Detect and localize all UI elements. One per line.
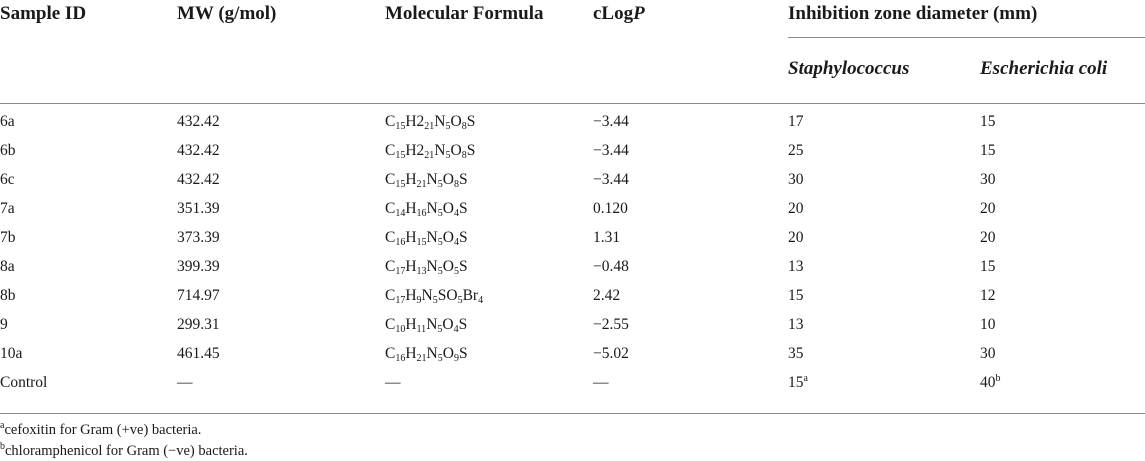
formula-element: H bbox=[405, 171, 417, 188]
cell-escherichia-coli bbox=[980, 200, 996, 218]
cell-mw: — bbox=[177, 374, 193, 391]
staphylococcus-value: 20 bbox=[788, 200, 804, 217]
cell-escherichia-coli bbox=[980, 287, 996, 305]
formula-element: C bbox=[385, 113, 396, 130]
formula-element: N bbox=[434, 113, 446, 130]
cell-sample-id: 6a bbox=[0, 113, 15, 130]
escherichia-coli-value: 30 bbox=[980, 345, 996, 362]
formula-element: N bbox=[426, 229, 438, 246]
formula-subscript: 5 bbox=[445, 121, 451, 132]
header-clogp-prefix: cLog bbox=[593, 3, 634, 24]
formula-subscript: 4 bbox=[453, 324, 459, 335]
staphylococcus-value: 20 bbox=[788, 229, 804, 246]
cell-mw: 399.39 bbox=[177, 258, 220, 275]
formula-subscript: 8 bbox=[461, 121, 467, 132]
formula-element: O bbox=[442, 345, 454, 362]
formula-subscript: 17 bbox=[395, 295, 406, 306]
cell-clogp: 0.120 bbox=[593, 200, 628, 217]
formula-subscript: 14 bbox=[395, 208, 406, 219]
cell-mw: 373.39 bbox=[177, 229, 220, 246]
staphylococcus-value: 13 bbox=[788, 316, 804, 333]
cell-clogp: 2.42 bbox=[593, 287, 621, 304]
cell-clogp: −3.44 bbox=[593, 171, 629, 188]
formula-subscript: 5 bbox=[437, 353, 443, 364]
formula-element: N bbox=[421, 287, 433, 304]
formula-subscript: 5 bbox=[445, 150, 451, 161]
formula-element: C bbox=[385, 142, 396, 159]
formula-element: C bbox=[385, 316, 396, 333]
formula-subscript: 5 bbox=[437, 237, 443, 248]
footnote-marker: b bbox=[995, 373, 1001, 384]
formula-element: O bbox=[442, 316, 454, 333]
header-molecular-formula: Molecular Formula bbox=[385, 3, 544, 24]
cell-formula bbox=[385, 229, 468, 247]
formula-element: N bbox=[426, 345, 438, 362]
table-bottom-rule bbox=[0, 413, 1145, 414]
cell-mw: 432.42 bbox=[177, 142, 220, 159]
formula-subscript: 15 bbox=[395, 179, 406, 190]
header-escherichia-coli: Escherichia coli bbox=[980, 58, 1108, 79]
cell-staphylococcus bbox=[788, 316, 804, 334]
cell-sample-id: 6c bbox=[0, 171, 15, 188]
formula-element: C bbox=[385, 258, 396, 275]
staphylococcus-value: 15 bbox=[788, 287, 804, 304]
cell-escherichia-coli bbox=[980, 316, 996, 334]
staphylococcus-value: 15 bbox=[788, 374, 804, 391]
cell-formula bbox=[385, 258, 468, 276]
escherichia-coli-value: 20 bbox=[980, 200, 996, 217]
cell-sample-id: 7a bbox=[0, 200, 15, 217]
cell-sample-id: 9 bbox=[0, 316, 8, 333]
cell-mw: 299.31 bbox=[177, 316, 220, 333]
formula-element: N bbox=[426, 200, 438, 217]
cell-escherichia-coli bbox=[980, 258, 996, 276]
escherichia-coli-value: 15 bbox=[980, 113, 996, 130]
escherichia-coli-value: 15 bbox=[980, 258, 996, 275]
cell-sample-id: 8a bbox=[0, 258, 15, 275]
formula-subscript: 21 bbox=[416, 353, 427, 364]
formula-element: S bbox=[466, 113, 476, 130]
cell-mw: 432.42 bbox=[177, 171, 220, 188]
formula-element: SO bbox=[437, 287, 458, 304]
formula-element: — bbox=[385, 374, 401, 391]
cell-staphylococcus bbox=[788, 171, 804, 189]
cell-formula bbox=[385, 142, 475, 160]
escherichia-coli-value: 30 bbox=[980, 171, 996, 188]
cell-formula bbox=[385, 171, 468, 189]
formula-element: S bbox=[458, 229, 468, 246]
formula-subscript: 4 bbox=[453, 208, 459, 219]
formula-subscript: 5 bbox=[437, 179, 443, 190]
staphylococcus-value: 17 bbox=[788, 113, 804, 130]
cell-formula bbox=[385, 287, 483, 305]
cell-escherichia-coli bbox=[980, 374, 1001, 392]
formula-subscript: 10 bbox=[395, 324, 406, 335]
formula-subscript: 5 bbox=[437, 266, 443, 277]
cell-formula bbox=[385, 345, 468, 363]
escherichia-coli-value: 20 bbox=[980, 229, 996, 246]
formula-subscript: 16 bbox=[416, 208, 427, 219]
formula-element: C bbox=[385, 171, 396, 188]
formula-element: S bbox=[458, 171, 468, 188]
staphylococcus-value: 25 bbox=[788, 142, 804, 159]
cell-sample-id: Control bbox=[0, 374, 48, 391]
cell-clogp: −3.44 bbox=[593, 113, 629, 130]
header-sample-id: Sample ID bbox=[0, 3, 87, 24]
cell-escherichia-coli bbox=[980, 171, 996, 189]
formula-subscript: 21 bbox=[416, 179, 427, 190]
formula-subscript: 21 bbox=[424, 121, 435, 132]
formula-element: Br bbox=[462, 287, 479, 304]
formula-element: S bbox=[466, 142, 476, 159]
formula-subscript: 9 bbox=[416, 295, 422, 306]
cell-mw: 432.42 bbox=[177, 113, 220, 130]
formula-element: S bbox=[458, 200, 468, 217]
formula-element: N bbox=[434, 142, 446, 159]
formula-element: H bbox=[405, 287, 417, 304]
formula-subscript: 16 bbox=[395, 237, 406, 248]
footnote-b bbox=[0, 443, 248, 460]
header-mw: MW (g/mol) bbox=[177, 3, 277, 24]
cell-sample-id: 6b bbox=[0, 142, 16, 159]
formula-subscript: 4 bbox=[478, 295, 484, 306]
formula-element: C bbox=[385, 200, 396, 217]
formula-element: S bbox=[458, 258, 468, 275]
cell-clogp: −3.44 bbox=[593, 142, 629, 159]
formula-subscript: 5 bbox=[437, 324, 443, 335]
cell-clogp: −0.48 bbox=[593, 258, 629, 275]
formula-element: H bbox=[405, 200, 417, 217]
formula-subscript: 16 bbox=[395, 353, 406, 364]
cell-formula bbox=[385, 374, 401, 392]
header-inhibition-zone: Inhibition zone diameter (mm) bbox=[788, 3, 1038, 24]
formula-element: N bbox=[426, 316, 438, 333]
cell-formula bbox=[385, 113, 475, 131]
formula-element: C bbox=[385, 229, 396, 246]
formula-subscript: 13 bbox=[416, 266, 427, 277]
formula-subscript: 15 bbox=[395, 150, 406, 161]
cell-mw: 461.45 bbox=[177, 345, 220, 362]
footnote-a-mark: a bbox=[0, 420, 5, 431]
formula-element: H bbox=[405, 229, 417, 246]
formula-element: H2 bbox=[405, 142, 425, 159]
formula-element: C bbox=[385, 345, 396, 362]
formula-subscript: 15 bbox=[395, 121, 406, 132]
cell-staphylococcus bbox=[788, 345, 804, 363]
cell-formula bbox=[385, 200, 468, 218]
cell-escherichia-coli bbox=[980, 113, 996, 131]
formula-element: S bbox=[458, 316, 468, 333]
formula-element: C bbox=[385, 287, 396, 304]
footnote-b-mark: b bbox=[0, 441, 5, 452]
formula-element: N bbox=[426, 171, 438, 188]
formula-subscript: 11 bbox=[416, 324, 427, 335]
formula-element: O bbox=[442, 200, 454, 217]
cell-mw: 351.39 bbox=[177, 200, 220, 217]
formula-element: H bbox=[405, 316, 417, 333]
formula-subscript: 5 bbox=[437, 208, 443, 219]
formula-element: O bbox=[442, 171, 454, 188]
footnote-marker: a bbox=[803, 373, 808, 384]
escherichia-coli-value: 15 bbox=[980, 142, 996, 159]
cell-staphylococcus bbox=[788, 142, 804, 160]
formula-subscript: 4 bbox=[453, 237, 459, 248]
footnote-a-text: cefoxitin for Gram (+ve) bacteria. bbox=[4, 422, 202, 438]
formula-element: H bbox=[405, 345, 417, 362]
formula-subscript: 5 bbox=[457, 295, 463, 306]
cell-staphylococcus bbox=[788, 258, 804, 276]
formula-subscript: 5 bbox=[432, 295, 438, 306]
cell-escherichia-coli bbox=[980, 229, 996, 247]
formula-subscript: 8 bbox=[453, 179, 459, 190]
cell-clogp: — bbox=[593, 374, 609, 391]
formula-element: H2 bbox=[405, 113, 425, 130]
formula-element: O bbox=[442, 229, 454, 246]
cell-sample-id: 7b bbox=[0, 229, 16, 246]
formula-element: N bbox=[426, 258, 438, 275]
footnote-a bbox=[0, 422, 201, 439]
cell-clogp: 1.31 bbox=[593, 229, 621, 246]
formula-subscript: 8 bbox=[461, 150, 467, 161]
cell-formula bbox=[385, 316, 467, 334]
formula-element: H bbox=[405, 258, 417, 275]
staphylococcus-value: 13 bbox=[788, 258, 804, 275]
header-staphylococcus: Staphylococcus bbox=[788, 58, 910, 79]
formula-element: O bbox=[450, 142, 462, 159]
staphylococcus-value: 35 bbox=[788, 345, 804, 362]
cell-staphylococcus bbox=[788, 229, 804, 247]
cell-clogp: −2.55 bbox=[593, 316, 629, 333]
escherichia-coli-value: 12 bbox=[980, 287, 996, 304]
formula-subscript: 5 bbox=[453, 266, 459, 277]
escherichia-coli-value: 40 bbox=[980, 374, 996, 391]
cell-escherichia-coli bbox=[980, 142, 996, 160]
formula-element: S bbox=[458, 345, 468, 362]
cell-sample-id: 10a bbox=[0, 345, 23, 362]
cell-clogp: −5.02 bbox=[593, 345, 629, 362]
escherichia-coli-value: 10 bbox=[980, 316, 996, 333]
cell-staphylococcus bbox=[788, 287, 804, 305]
cell-staphylococcus bbox=[788, 200, 804, 218]
cell-sample-id: 8b bbox=[0, 287, 16, 304]
formula-subscript: 21 bbox=[424, 150, 435, 161]
cell-staphylococcus bbox=[788, 113, 804, 131]
formula-subscript: 15 bbox=[416, 237, 427, 248]
formula-element: O bbox=[450, 113, 462, 130]
footnote-b-text: chloramphenicol for Gram (−ve) bacteria. bbox=[5, 443, 248, 459]
formula-subscript: 9 bbox=[453, 353, 459, 364]
formula-subscript: 17 bbox=[395, 266, 406, 277]
header-clogp-italic: P bbox=[633, 3, 645, 24]
formula-element: O bbox=[442, 258, 454, 275]
staphylococcus-value: 30 bbox=[788, 171, 804, 188]
cell-mw: 714.97 bbox=[177, 287, 220, 304]
cell-staphylococcus bbox=[788, 374, 808, 392]
cell-escherichia-coli bbox=[980, 345, 996, 363]
